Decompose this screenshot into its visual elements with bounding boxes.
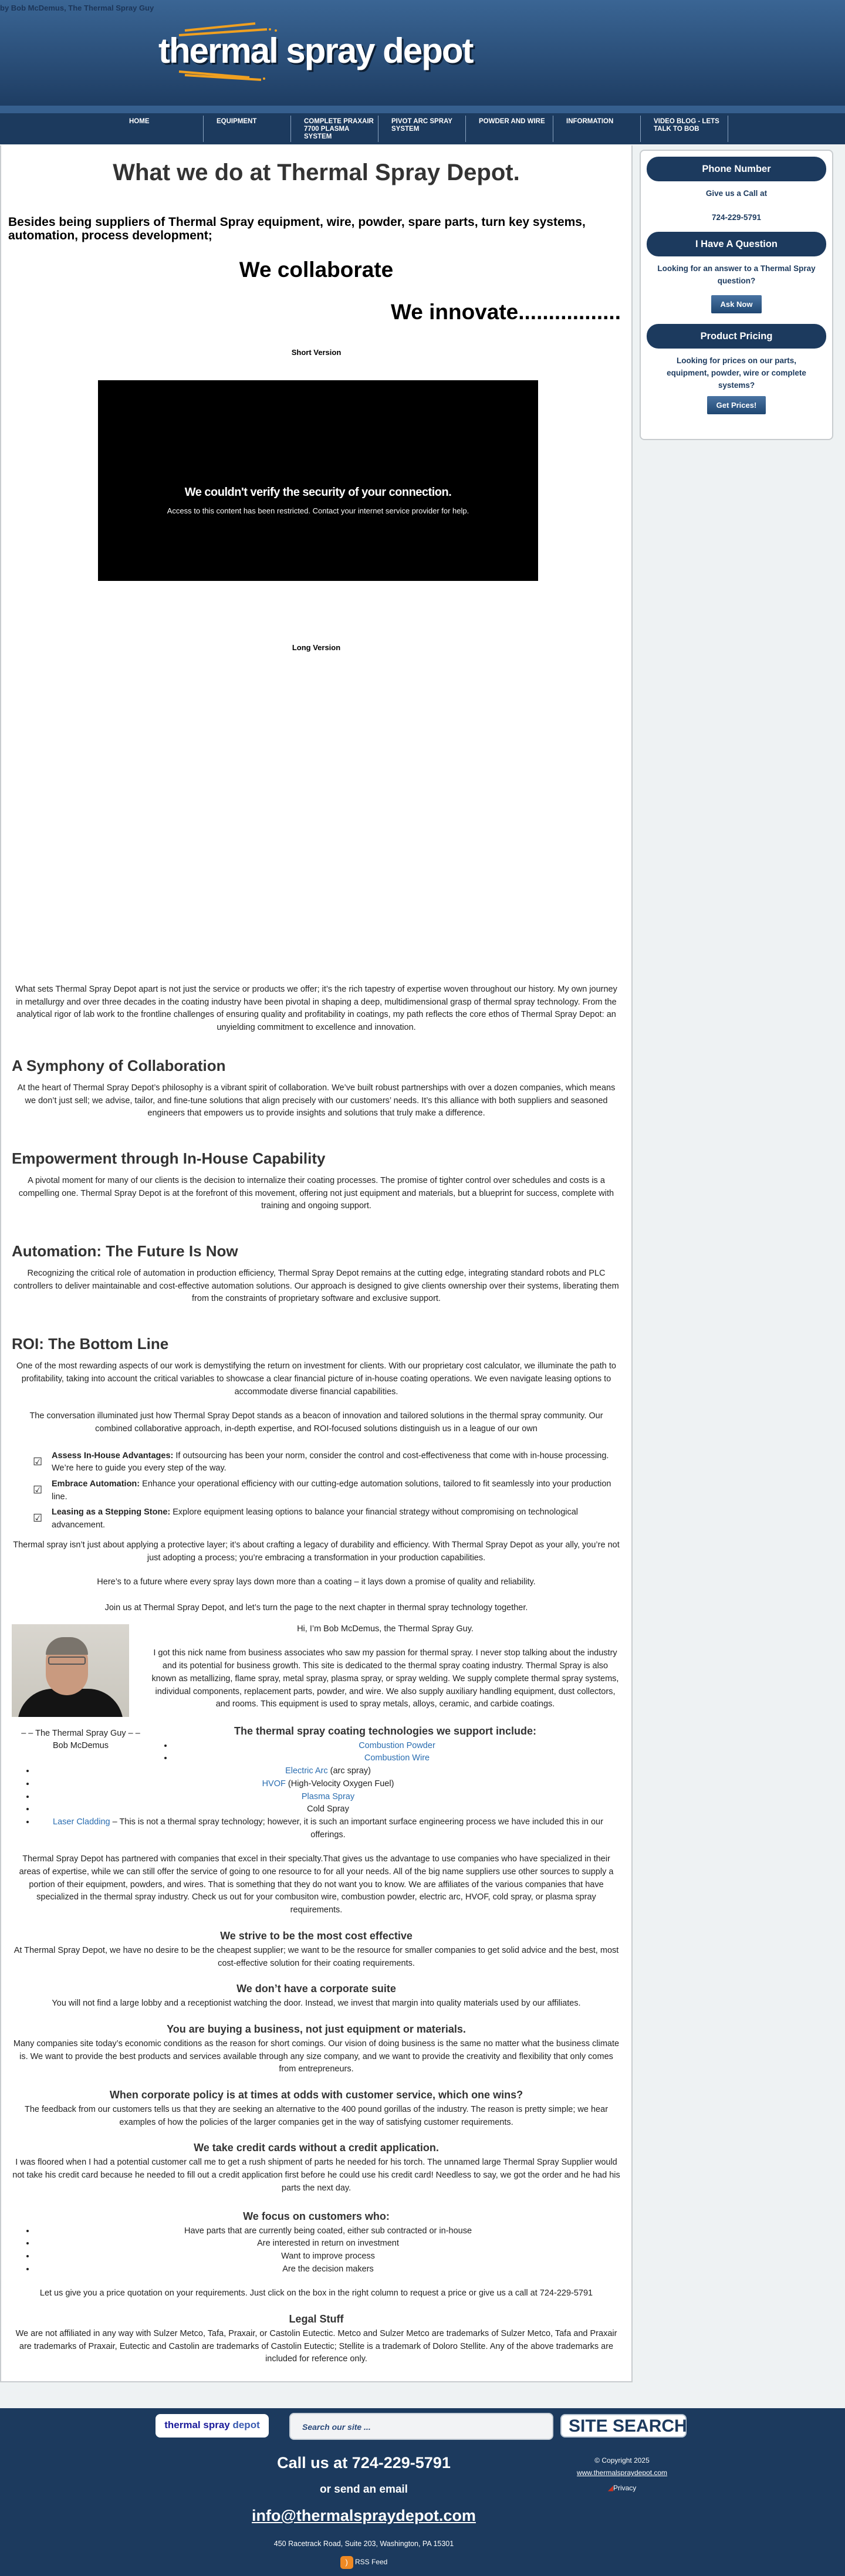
tech-list-b (12, 1765, 621, 1841)
pricing-text: Looking for prices on our parts, equipment, powder, wire or complete systems? (667, 356, 806, 390)
nav-praxair-plasma[interactable]: COMPLETE PRAXAIR 7700 PLASMA SYSTEM (291, 116, 378, 142)
site-link[interactable]: www.thermalspraydepot.com (576, 2469, 668, 2477)
nav-information[interactable]: INFORMATION (553, 116, 641, 142)
item-text: – This is not a thermal spray technology; however, it is such an important surface engineering process we have included this in our offerings. (110, 1817, 603, 1840)
bob-photo (12, 1624, 129, 1717)
question-text: Looking for an answer to a Thermal Spray question? (657, 264, 816, 285)
privacy-link[interactable] (546, 2484, 698, 2492)
list-item (173, 1752, 621, 1765)
header-stripe (0, 106, 845, 113)
sub-text: Many companies site today’s economic conditions as the reason for short comings. Our vision of doing business is the same no matter what the business climate is. We want to provide the best products and services available through any size company, and we want to provide the creativity and flexibility that only comes from entrepreneurs. (13, 2039, 620, 2074)
item-text: Enhance your operational efficiency with our cutting-edge automation solutions, tailored to fit seamlessly into your production line. (52, 1479, 611, 1502)
item-text: (arc spray) (327, 1766, 371, 1776)
sub-text: You will not find a large lobby and a receptionist watching the door. Instead, we invest that margin into quality materials used by our affiliates. (52, 1999, 581, 2009)
pricing-header: Product Pricing (647, 324, 826, 349)
sub-heading: We strive to be the most cost effective (220, 1929, 413, 1942)
main-nav (0, 113, 845, 144)
future-paragraph: Here’s to a future where every spray lays down more than a coating – it lays down a promise of quality and reliability. (97, 1577, 536, 1587)
section-heading: A Symphony of Collaboration (12, 1056, 226, 1074)
item-title: Leasing as a Stepping Stone: (52, 1507, 171, 1517)
question-header: I Have A Question (647, 232, 826, 256)
short-version-label: Short Version (291, 348, 342, 357)
long-version-label: Long Version (292, 643, 341, 652)
get-prices-button[interactable]: Get Prices! (707, 396, 766, 414)
video-error-text: Access to this content has been restricted. Contact your internet service provider for help. (167, 506, 469, 515)
check-circle-icon: ☑ (33, 1455, 43, 1468)
phone-number[interactable]: 724-229-5791 (711, 213, 762, 222)
video-error-title: We couldn't verify the security of your connection. (184, 486, 452, 499)
legacy-paragraph: Thermal spray isn’t just about applying a protective layer; it’s about crafting a legacy of durability and efficiency. With Thermal Spray Depot as your ally, you’re not just adopting a process; you’re embracing a transformation in your production capabilities. (13, 1540, 620, 1563)
list-item: • Have parts that are currently being coated, either sub contracted or in-house (35, 2225, 621, 2238)
about-bob (12, 1623, 621, 1717)
tech-list-a (150, 1740, 621, 1765)
long-version-video[interactable] (12, 652, 621, 983)
conversation-paragraph: The conversation illuminated just how Thermal Spray Depot stands as a beacon of innovation and tailored solutions in the thermal spray community. Our combined collaborative approach, in-depth expertise, and ROI-focused solutions distinguish us in a league of our own (29, 1411, 603, 1434)
site-search-button[interactable]: SITE SEARCH (560, 2414, 687, 2438)
rss-icon: ) (340, 2556, 353, 2569)
caption-title: – – The Thermal Spray Guy – – (21, 1728, 140, 1738)
section-heading: ROI: The Bottom Line (12, 1335, 169, 1353)
item-title: Assess In-House Advantages: (52, 1451, 174, 1461)
caption-name: Bob McDemus (52, 1741, 109, 1751)
section-text: One of the most rewarding aspects of our work is demystifying the return on investment for clients. With our proprietary cost calculator, we illuminate the path to profitability, taking into account the critical variables to showcase a clear financial picture of in-house coating operations. We even navigate leasing options to accommodate diverse financial capabilities. (16, 1361, 616, 1397)
nickname-paragraph: I got this nick name from business associates who saw my passion for thermal spray. I never stop talking about the industry and its potential for business growth. This site is dedicated to the thermal spray coating industry. Thermal Spray is also known as metallizing, flame spray, metal spray, plasma spray, or spray welding. We supply complete thermal spray systems, individual components, replacement parts, powder, and wire. We also supply auxiliary handling equipment, dust collectors, and rooms. This equipment is used to spray metals, alloys, ceramic, and carbide coatings. (151, 1648, 619, 1709)
page-title: What we do at Thermal Spray Depot. (113, 160, 520, 185)
list-item: • Want to improve process (35, 2250, 621, 2263)
sidebar (640, 150, 833, 440)
footer-address: 450 Racetrack Road, Suite 203, Washington, PA 15301 (273, 2540, 454, 2548)
list-item (35, 1778, 621, 1791)
privacy-icon: ◢ (607, 2484, 613, 2492)
sub-heading: You are buying a business, not just equipment or materials. (167, 2023, 466, 2035)
tech-link[interactable]: Plasma Spray (301, 1791, 355, 1801)
legal-heading: Legal Stuff (289, 2313, 344, 2325)
tech-link[interactable]: HVOF (262, 1779, 286, 1789)
list-item: • Are interested in return on investment (35, 2237, 621, 2250)
sub-heading: We don’t have a corporate suite (236, 1983, 396, 1995)
section-text: Recognizing the critical role of automation in production efficiency, Thermal Spray Depot remains at the cutting edge, integrating standard robots and PLC controllers to deliver maintainable and cost-effective automation solutions. Our approach is designed to give clients ownership over their systems, liberating them from the constraints of proprietary software and exclusive support. (13, 1269, 619, 1304)
nav-equipment[interactable]: EQUIPMENT (204, 116, 291, 142)
logo-text: thermal spray (164, 2419, 230, 2430)
intro-paragraph: What sets Thermal Spray Depot apart is not just the service or products we offer; it’s the rich tapestry of expertise woven throughout our history. My own journey in metallurgy and over three decades in the coating industry have been pivotal in shaping a deep, multidimensional grasp of thermal spray technology. From the analytical rigor of lab work to the frontline challenges of ensuring quality and profitability in coatings, my path reflects the core ethos of Thermal Spray Depot: an unyielding commitment to excellence and innovation. (15, 985, 617, 1033)
byline: by Bob McDemus, The Thermal Spray Guy (0, 4, 154, 12)
sub-text: At Thermal Spray Depot, we have no desire to be the cheapest supplier; we want to be the resource for smaller companies to get solid advice and the best, most cost-effective solution for their coating requirements. (13, 1945, 619, 1968)
sub-text: I was floored when I had a potential customer call me to get a rush shipment of parts he needed for his torch. The unnamed large Thermal Spray Supplier would not take his credit card because he needed to fill out a credit application first before he could use his credit card! Needless to say, we got the order and he had his parts the next day. (12, 2158, 620, 2193)
item-title: Embrace Automation: (52, 1479, 140, 1489)
list-item (33, 1506, 621, 1532)
section-text: At the heart of Thermal Spray Depot’s philosophy is a vibrant spirit of collaboration. We’ve built robust partnerships with over a dozen companies, which means we don’t just sell; we advise, tailor, and fine-tune solutions that align precisely with our customers’ needs. It’s this alliance with both suppliers and seasoned engineers that empowers us to provide insights and solutions that truly make a difference. (17, 1083, 616, 1118)
footer-email-link[interactable]: info@thermalspraydepot.com (252, 2507, 476, 2524)
tech-link[interactable]: Combustion Wire (364, 1753, 430, 1763)
tech-link[interactable]: Electric Arc (285, 1766, 328, 1776)
logo-text: thermal spray depot (158, 31, 473, 70)
section-heading: Automation: The Future Is Now (12, 1242, 238, 1260)
sub-heading: We take credit cards without a credit application. (194, 2142, 439, 2154)
ask-now-button[interactable]: Ask Now (711, 295, 762, 313)
copyright: © Copyright 2025 (594, 2456, 650, 2465)
sub-heading: When corporate policy is at times at odds with customer service, which one wins? (109, 2089, 523, 2101)
item-text: Cold Spray (307, 1804, 349, 1814)
phone-number-header: Phone Number (647, 157, 826, 181)
join-paragraph: Join us at Thermal Spray Depot, and let’s turn the page to the next chapter in thermal spray technology together. (104, 1603, 528, 1612)
footer-call: Call us at 724-229-5791 (277, 2454, 451, 2472)
section-heading: Empowerment through In-House Capability (12, 1149, 326, 1167)
site-logo[interactable] (150, 22, 490, 81)
privacy-label: Privacy (613, 2484, 637, 2492)
footer-or-email: or send an email (320, 2483, 408, 2496)
footer-logo[interactable] (156, 2414, 269, 2438)
item-text: Explore equipment leasing options to balance your financial strategy without compromising on technological advancement. (52, 1507, 579, 1530)
list-item (35, 1816, 621, 1841)
bob-text (150, 1623, 621, 1717)
rss-label: RSS Feed (354, 2558, 388, 2567)
item-text: (High-Velocity Oxygen Fuel) (285, 1779, 394, 1789)
search-input[interactable]: Search our site ... (289, 2413, 553, 2440)
site-footer (0, 2408, 845, 2576)
video-embed[interactable] (98, 380, 538, 581)
focus-list (12, 2225, 621, 2276)
logo-text: depot (232, 2419, 260, 2430)
tech-section (12, 1723, 621, 1765)
list-item (35, 1791, 621, 1804)
list-item (33, 1450, 621, 1475)
innovate-heading: We innovate................. (390, 300, 621, 324)
focus-heading: We focus on customers who: (243, 2210, 390, 2222)
list-item (33, 1478, 621, 1503)
item-text: If outsourcing has been your norm, consider the control and cost-effectiveness that come with in-house processing. We’re here to guide you every step of the way. (52, 1451, 609, 1473)
partnered-paragraph: Thermal Spray Depot has partnered with companies that excel in their specialty.That gives us the advantage to use companies who have specialized in their areas of expertise, while we can still offer the service of going to one resource to for all your needs. All of the big name suppliers use other sources to supply a portion of their equipment, powders, and wires. That is something that they do not want you to know. We are affiliates of the various companies that have specialized in the thermal spray industry. Check us out for your combusiton wire, combustion powder, electric arc, HVOF, cold spray, or plasma spray requirements. (19, 1854, 614, 1915)
bob-profile (12, 1623, 150, 1717)
rss-feed-link[interactable] (194, 2556, 534, 2569)
section-text: A pivotal moment for many of our clients is the decision to internalize their coating processes. The promise of tighter control over schedules and costs is a compelling one. Thermal Spray Depot is at the forefront of this movement, offering not just equipment and materials, but a blueprint for success, complete with training and ongoing support. (18, 1175, 614, 1211)
check-circle-icon: ☑ (33, 1512, 43, 1524)
list-item: • Are the decision makers (35, 2263, 621, 2276)
phone-text: Give us a Call at (705, 189, 768, 198)
tech-link[interactable]: Combustion Powder (359, 1740, 435, 1750)
advantages-list (33, 1450, 621, 1532)
tech-link[interactable]: Laser Cladding (53, 1817, 110, 1827)
hi-text: Hi, I’m Bob McDemus, the Thermal Spray Guy. (297, 1624, 474, 1634)
quote-paragraph: Let us give you a price quotation on your requirements. Just click on the box in the right column to request a price or give us a call at 724-229-5791 (39, 2288, 593, 2298)
sub-text: The feedback from our customers tells us that they are seeking an alternative to the 400 pound gorillas of the industry. The reason is pretty simple; we hear examples of how the policies of the larger companies get in the way of satisfying customer requirements. (24, 2105, 609, 2127)
legal-text: We are not affiliated in any way with Sulzer Metco, Tafa, Praxair, or Castolin Eutectic. Metco and Sulzer Metco are trademarks of Sulzer Metco, Tafa and Praxair are trademarks of Praxair, Eutectic and Castolin are trademarks of Castolin Eutectic; Stellite is a trademark of Doloro Stellite. Any of the above trademarks are included for reference only. (15, 2329, 617, 2364)
collaborate-heading: We collaborate (239, 258, 394, 282)
nav-powder-wire[interactable]: POWDER AND WIRE (466, 116, 553, 142)
tech-heading: The thermal spray coating technologies we support include: (234, 1725, 537, 1737)
list-item (35, 1803, 621, 1816)
site-header (0, 0, 845, 106)
intro-heading: Besides being suppliers of Thermal Spray equipment, wire, powder, spare parts, turn key systems, automation, process development; (8, 215, 586, 242)
nav-home[interactable]: HOME (116, 116, 204, 142)
tech-heading-wrap (150, 1723, 621, 1765)
list-item (35, 1765, 621, 1778)
main-content (0, 146, 633, 2382)
photo-caption (12, 1723, 150, 1765)
nav-pivot-arc[interactable]: PIVOT ARC SPRAY SYSTEM (378, 116, 466, 142)
check-circle-icon: ☑ (33, 1484, 43, 1496)
nav-video-blog[interactable]: VIDEO BLOG - LETS TALK TO BOB (641, 116, 728, 142)
list-item (173, 1740, 621, 1753)
